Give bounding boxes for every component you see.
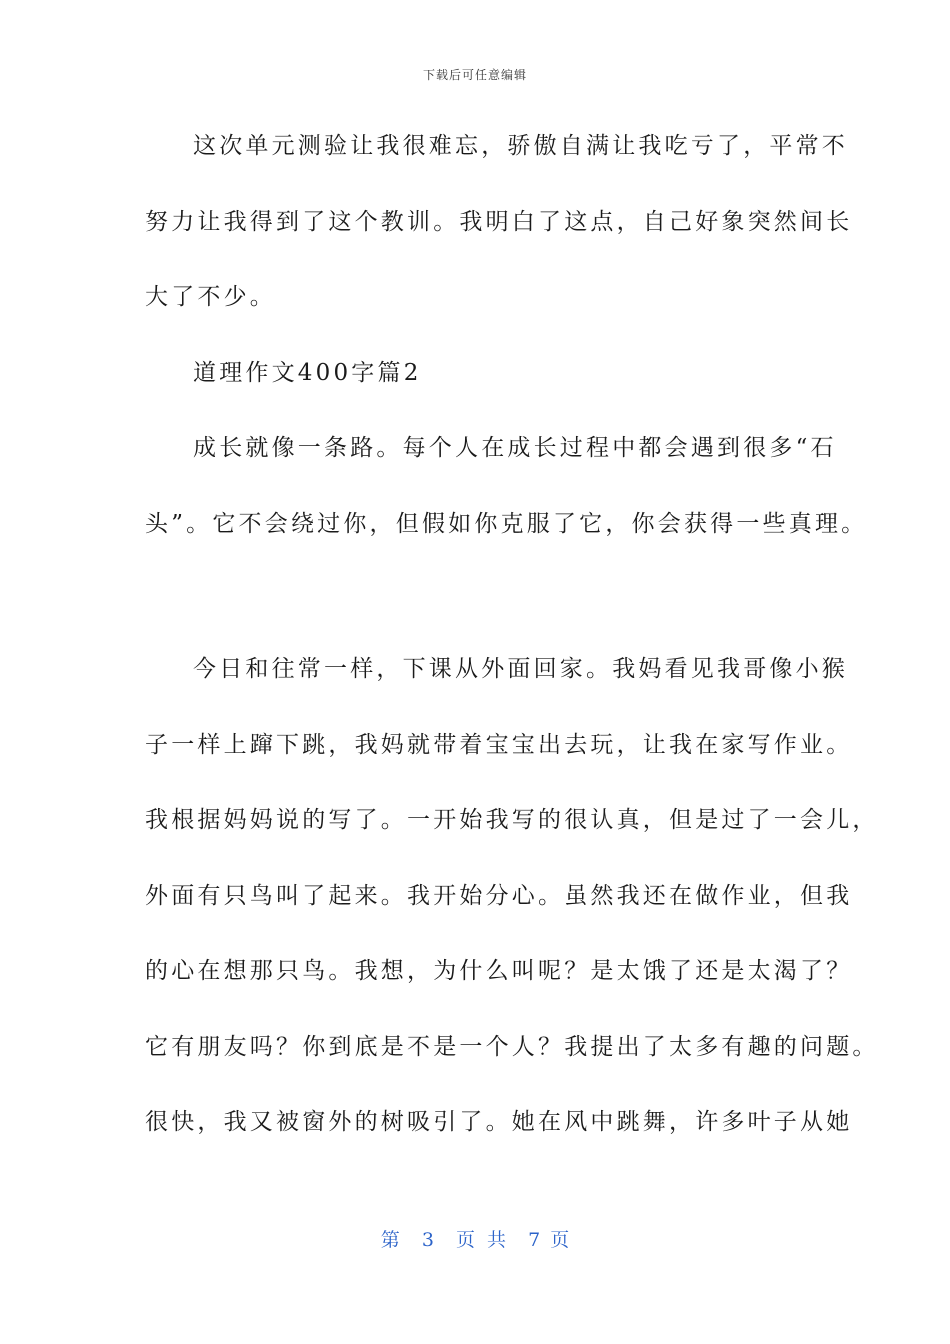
paragraph-gap [145, 575, 815, 645]
paragraph-line: 努力让我得到了这个教训。我明白了这点，自己好象突然间长 [145, 208, 853, 235]
paragraph-line: 的心在想那只鸟。我想，为什么叫呢？是太饿了还是太渴了？ [145, 958, 853, 984]
footer-prefix: 第 [380, 1229, 400, 1251]
paragraph-line: 成长就像一条路。每个人在成长过程中都会遇到很多“石 [193, 435, 837, 461]
paragraph-line: 我根据妈妈说的写了。一开始我写的很认真，但是过了一会儿， [145, 807, 879, 833]
section-heading: 道理作文400字篇2 [193, 359, 422, 386]
footer-page-number: 3 [421, 1229, 434, 1251]
paragraph-line: 头”。它不会绕过你，但假如你克服了它，你会获得一些真理。 [145, 510, 868, 537]
footer-suffix: 页 [550, 1229, 570, 1251]
paragraph-line: 大了不少。 [145, 284, 276, 310]
page-footer [0, 1225, 950, 1252]
paragraph-line: 它有朋友吗？你到底是不是一个人？我提出了太多有趣的问题。 [145, 1033, 879, 1060]
paragraph-line: 这次单元测验让我很难忘，骄傲自满让我吃亏了，平常不 [193, 133, 848, 159]
paragraph-line: 子一样上蹿下跳，我妈就带着宝宝出去玩，让我在家写作业。 [145, 731, 853, 758]
paragraph-line: 很快，我又被窗外的树吸引了。她在风中跳舞，许多叶子从她 [145, 1109, 853, 1135]
footer-total-pages: 7 [528, 1229, 541, 1251]
paragraph-line: 外面有只鸟叫了起来。我开始分心。虽然我还在做作业，但我 [145, 882, 853, 909]
footer-middle: 页 共 [456, 1229, 507, 1251]
paragraph-line: 今日和往常一样，下课从外面回家。我妈看见我哥像小猴 [193, 656, 848, 682]
document-body [145, 122, 879, 1174]
page-header: 下载后可任意编辑 [422, 68, 527, 82]
